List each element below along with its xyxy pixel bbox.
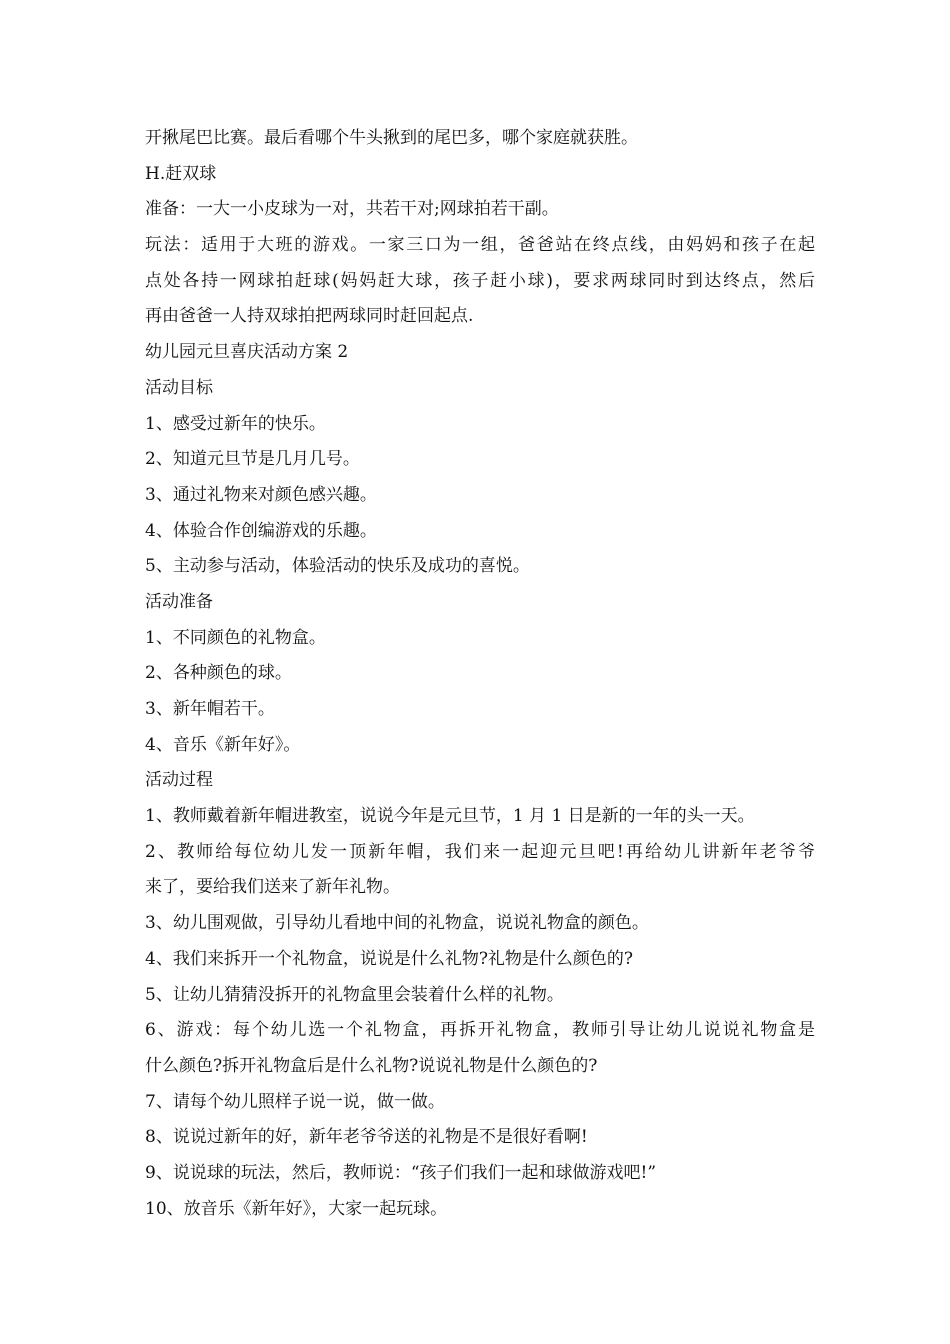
text-line: 来了，要给我们送来了新年礼物。 [145,877,400,898]
section-heading: 活动过程 [145,770,213,791]
text-line: 点处各持一网球拍赶球(妈妈赶大球，孩子赶小球)，要求两球同时到达终点，然后 [145,270,815,291]
list-item: 9、说说球的玩法，然后，教师说：“孩子们我们一起和球做游戏吧!” [145,1162,657,1183]
list-item: 3、幼儿围观做，引导幼儿看地中间的礼物盒，说说礼物盒的颜色。 [145,913,649,934]
list-item: 2、知道元旦节是几月几号。 [145,449,360,470]
section-heading: H.赶双球 [145,163,217,184]
list-item: 2、各种颜色的球。 [145,663,292,684]
list-item: 1、感受过新年的快乐。 [145,413,326,434]
list-item: 4、音乐《新年好》。 [145,734,301,755]
list-item: 4、体验合作创编游戏的乐趣。 [145,520,377,541]
list-item: 4、我们来拆开一个礼物盒，说说是什么礼物?礼物是什么颜色的? [145,948,634,969]
document-title: 幼儿园元旦喜庆活动方案 2 [145,342,349,363]
section-heading: 活动准备 [145,591,213,612]
section-heading: 活动目标 [145,377,213,398]
text-line: 准备：一大一小皮球为一对，共若干对;网球拍若干副。 [145,199,559,220]
list-item: 2、教师给每位幼儿发一顶新年帽，我们来一起迎元旦吧!再给幼儿讲新年老爷爷 [145,841,815,862]
list-item: 8、说说过新年的好，新年老爷爷送的礼物是不是很好看啊! [145,1127,588,1148]
text-line: 再由爸爸一人持双球拍把两球同时赶回起点. [145,306,474,327]
list-item: 3、通过礼物来对颜色感兴趣。 [145,484,377,505]
list-item: 1、不同颜色的礼物盒。 [145,627,326,648]
list-item: 6、游戏：每个幼儿选一个礼物盒，再拆开礼物盒，教师引导让幼儿说说礼物盒是 [145,1020,815,1041]
text-line: 什么颜色?拆开礼物盒后是什么礼物?说说礼物是什么颜色的? [145,1055,598,1076]
list-item: 10、放音乐《新年好》，大家一起玩球。 [145,1198,448,1219]
list-item: 7、请每个幼儿照样子说一说，做一做。 [145,1091,445,1112]
list-item: 1、教师戴着新年帽进教室，说说今年是元旦节，1 月 1 日是新的一年的头一天。 [145,806,755,827]
list-item: 3、新年帽若干。 [145,699,275,719]
text-line: 开揪尾巴比赛。最后看哪个牛头揪到的尾巴多，哪个家庭就获胜。 [145,128,638,148]
list-item: 5、主动参与活动，体验活动的快乐及成功的喜悦。 [145,556,530,577]
list-item: 5、让幼儿猜猜没拆开的礼物盒里会装着什么样的礼物。 [145,984,564,1005]
text-line: 玩法：适用于大班的游戏。一家三口为一组，爸爸站在终点线，由妈妈和孩子在起 [145,235,815,256]
document-body [145,121,815,1227]
